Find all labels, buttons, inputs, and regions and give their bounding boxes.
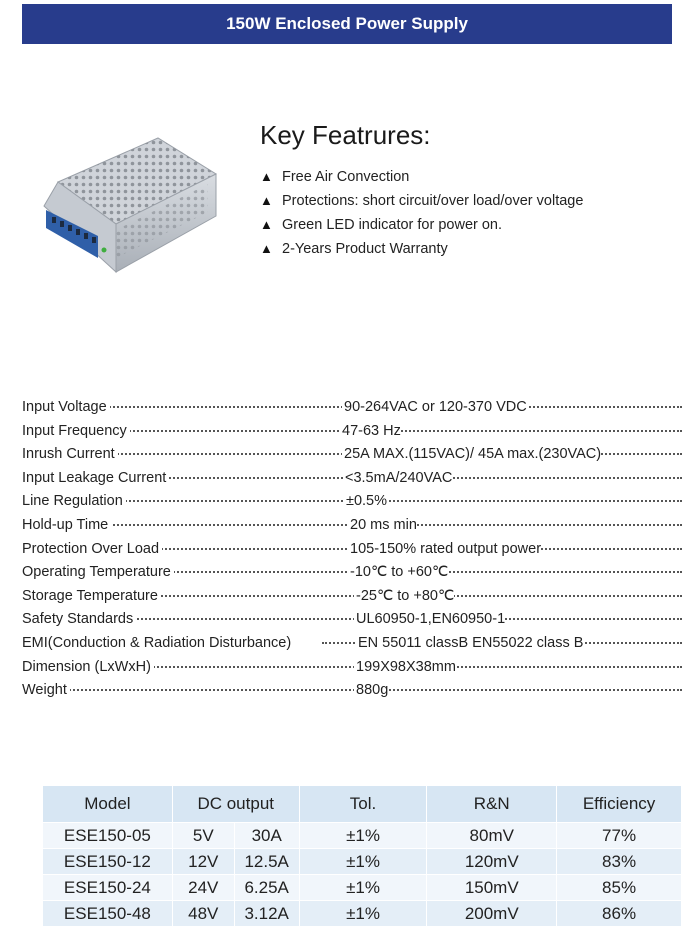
triangle-bullet-icon: ▲ [260, 193, 273, 208]
column-header-tolerance: Tol. [299, 786, 427, 823]
spec-label: Line Regulation [22, 490, 126, 514]
spec-row [22, 467, 682, 491]
spec-label: Input Frequency [22, 420, 130, 444]
cell-ripple-noise: 150mV [427, 875, 557, 901]
spec-row [22, 656, 682, 680]
cell-model: ESE150-48 [43, 901, 173, 927]
model-table [42, 785, 682, 927]
spec-row [22, 396, 682, 420]
cell-ripple-noise: 120mV [427, 849, 557, 875]
page-title-banner [22, 4, 672, 44]
spec-value: 25A MAX.(115VAC)/ 45A max.(230VAC) [342, 443, 601, 467]
cell-ripple-noise: 80mV [427, 823, 557, 849]
cell-current: 30A [234, 823, 299, 849]
triangle-bullet-icon: ▲ [260, 169, 273, 184]
feature-text: Protections: short circuit/over load/over voltage [282, 193, 584, 209]
spec-label: Weight [22, 679, 70, 703]
triangle-bullet-icon: ▲ [260, 241, 273, 256]
spec-value: EN 55011 classB EN55022 class B [356, 632, 583, 656]
spec-value: 47-63 Hz [340, 420, 401, 444]
table-row [43, 901, 682, 927]
spec-row [22, 538, 682, 562]
spec-label: Dimension (LxWxH) [22, 656, 154, 680]
spec-row [22, 490, 682, 514]
cell-tolerance: ±1% [299, 901, 427, 927]
cell-model: ESE150-24 [43, 875, 173, 901]
column-header-efficiency: Efficiency [557, 786, 682, 823]
feature-text: Green LED indicator for power on. [282, 217, 503, 233]
feature-text: 2-Years Product Warranty [282, 241, 448, 257]
cell-current: 12.5A [234, 849, 299, 875]
spec-value: 105-150% rated output power [348, 538, 541, 562]
spec-label: Protection Over Load [22, 538, 162, 562]
cell-efficiency: 77% [557, 823, 682, 849]
spec-row [22, 443, 682, 467]
spec-value: -10℃ to +60℃ [348, 561, 448, 585]
spec-value: ±0.5% [344, 490, 387, 514]
table-row [43, 875, 682, 901]
spec-label: Hold-up Time [22, 514, 111, 538]
spec-value: UL60950-1,EN60950-1 [354, 608, 505, 632]
spec-label: Input Voltage [22, 396, 110, 420]
spec-label: Inrush Current [22, 443, 118, 467]
table-row [43, 823, 682, 849]
feature-item [260, 165, 583, 189]
feature-item [260, 213, 583, 237]
cell-voltage: 24V [172, 875, 234, 901]
spec-label: EMI(Conduction & Radiation Disturbance) [22, 632, 294, 656]
column-header-ripple-noise: R&N [427, 786, 557, 823]
cell-tolerance: ±1% [299, 823, 427, 849]
spec-row [22, 514, 682, 538]
feature-item [260, 189, 583, 213]
spec-row [22, 679, 682, 703]
spec-value: <3.5mA/240VAC [343, 467, 452, 491]
features-list [260, 165, 583, 261]
table-header-row [43, 786, 682, 823]
page-title: 150W Enclosed Power Supply [226, 14, 468, 33]
power-supply-image [38, 132, 228, 282]
feature-item [260, 237, 583, 261]
spec-label: Storage Temperature [22, 585, 161, 609]
spec-value: 90-264VAC or 120-370 VDC [342, 396, 527, 420]
spec-row [22, 585, 682, 609]
spec-row [22, 420, 682, 444]
cell-voltage: 12V [172, 849, 234, 875]
column-header-model: Model [43, 786, 173, 823]
cell-voltage: 48V [172, 901, 234, 927]
column-header-dc-output: DC output [172, 786, 299, 823]
spec-label: Safety Standards [22, 608, 136, 632]
table-row [43, 849, 682, 875]
spec-value: -25℃ to +80℃ [354, 585, 454, 609]
cell-ripple-noise: 200mV [427, 901, 557, 927]
spec-row [22, 632, 682, 656]
cell-tolerance: ±1% [299, 875, 427, 901]
cell-voltage: 5V [172, 823, 234, 849]
cell-model: ESE150-05 [43, 823, 173, 849]
spec-label: Input Leakage Current [22, 467, 169, 491]
features-title: Key Featrures: [260, 120, 431, 150]
cell-efficiency: 83% [557, 849, 682, 875]
feature-text: Free Air Convection [282, 169, 410, 185]
spec-value: 20 ms min [348, 514, 417, 538]
cell-efficiency: 85% [557, 875, 682, 901]
spec-row [22, 561, 682, 585]
spec-value: 199X98X38mm [354, 656, 456, 680]
spec-row [22, 608, 682, 632]
cell-current: 3.12A [234, 901, 299, 927]
cell-tolerance: ±1% [299, 849, 427, 875]
cell-model: ESE150-12 [43, 849, 173, 875]
triangle-bullet-icon: ▲ [260, 217, 273, 232]
spec-value: 880g [354, 679, 388, 703]
spec-list [22, 396, 682, 703]
spec-label: Operating Temperature [22, 561, 174, 585]
cell-current: 6.25A [234, 875, 299, 901]
cell-efficiency: 86% [557, 901, 682, 927]
